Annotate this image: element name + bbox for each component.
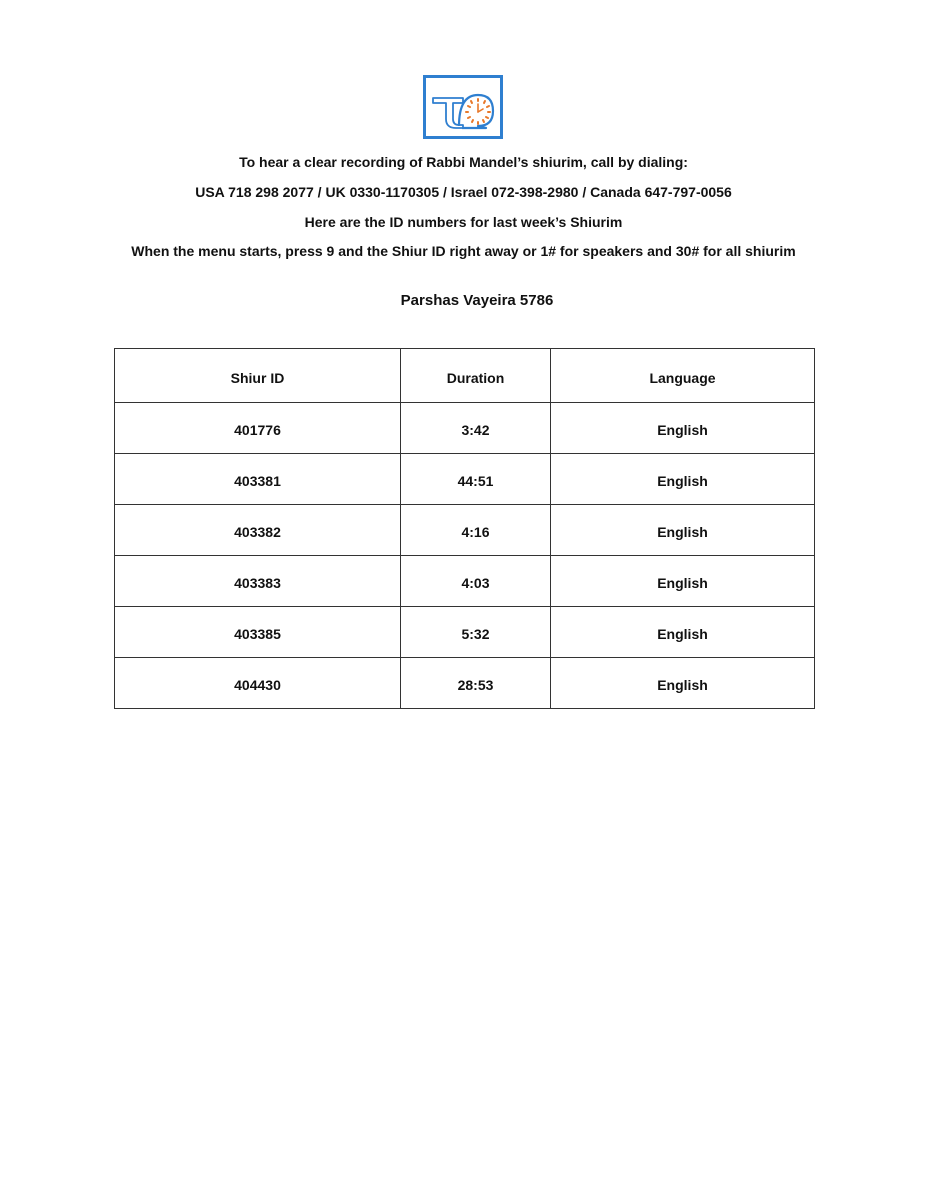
table-row	[115, 607, 815, 658]
shiur-id-cell: 403382	[115, 505, 401, 556]
shiur-id-cell: 403383	[115, 556, 401, 607]
shiur-id-cell: 403381	[115, 454, 401, 505]
table-row	[115, 403, 815, 454]
language-cell: English	[551, 454, 815, 505]
language-cell: English	[551, 556, 815, 607]
duration-cell: 28:53	[401, 658, 551, 709]
table-row	[115, 454, 815, 505]
table-row	[115, 658, 815, 709]
phone-numbers-text: USA 718 298 2077 / UK 0330-1170305 / Israel 072-398-2980 / Canada 647-797-0056	[195, 184, 732, 200]
shiur-id-cell: 404430	[115, 658, 401, 709]
header-shiur-id: Shiur ID	[115, 349, 401, 403]
duration-cell: 5:32	[401, 607, 551, 658]
shiur-id-cell: 401776	[115, 403, 401, 454]
shiur-id-cell: 403385	[115, 607, 401, 658]
table-row	[115, 505, 815, 556]
call-instructions-text: To hear a clear recording of Rabbi Mandel’s shiurim, call by dialing:	[239, 154, 688, 170]
tq-clock-logo-icon	[423, 75, 503, 139]
id-numbers-intro-text: Here are the ID numbers for last week’s Shiurim	[304, 214, 623, 230]
duration-cell: 4:16	[401, 505, 551, 556]
table-row	[115, 556, 815, 607]
duration-cell: 3:42	[401, 403, 551, 454]
menu-instructions-text: When the menu starts, press 9 and the Shiur ID right away or 1# for speakers and 30# for all shiurim	[131, 243, 796, 259]
header-language: Language	[551, 349, 815, 403]
shiurim-table	[114, 348, 815, 709]
language-cell: English	[551, 607, 815, 658]
parsha-title: Parshas Vayeira 5786	[400, 292, 554, 309]
header-duration: Duration	[401, 349, 551, 403]
language-cell: English	[551, 658, 815, 709]
table-header-row	[115, 349, 815, 403]
language-cell: English	[551, 505, 815, 556]
duration-cell: 4:03	[401, 556, 551, 607]
language-cell: English	[551, 403, 815, 454]
duration-cell: 44:51	[401, 454, 551, 505]
